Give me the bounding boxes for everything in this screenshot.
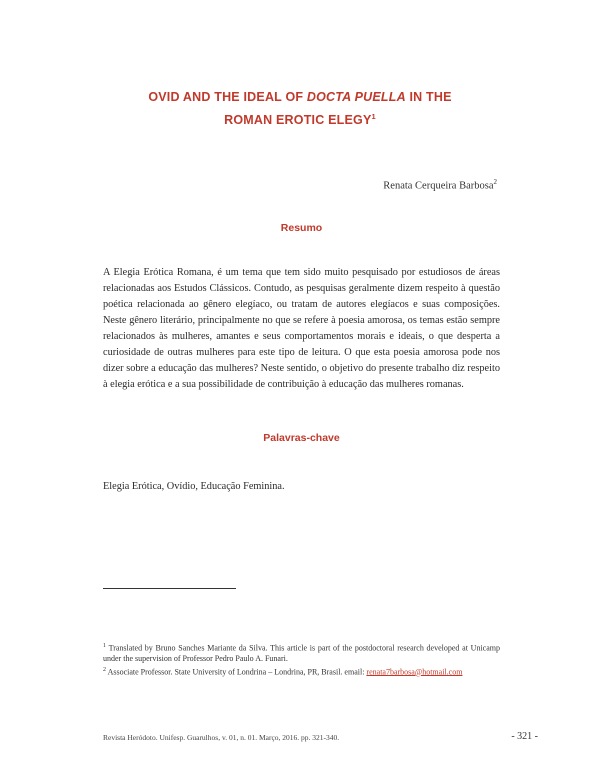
author-email-link[interactable]: renata7barbosa@hotmail.com	[366, 667, 463, 677]
title-line-2-text: ROMAN EROTIC ELEGY	[224, 113, 372, 128]
footnotes	[103, 641, 500, 678]
footnote-1	[103, 641, 500, 665]
title-footnote-mark: 1	[371, 112, 376, 121]
footnote-1-mark: 1	[103, 643, 106, 649]
title-suffix: IN THE	[405, 90, 452, 104]
footnote-divider	[103, 588, 236, 589]
footnote-2-text: Associate Professor. State University of Londrina – Londrina, PR, Brasil. email:	[107, 667, 365, 677]
abstract-heading: Resumo	[280, 222, 323, 234]
title-line-2	[60, 112, 540, 127]
footnote-2	[103, 665, 500, 678]
author-footnote-mark: 2	[493, 178, 497, 186]
title-italic: DOCTA PUELLA	[306, 90, 406, 104]
title-line-1	[60, 90, 540, 104]
author-line	[383, 178, 497, 192]
footnote-1-text: Translated by Bruno Sanches Mariante da Silva. This article is part of the postdoctoral research developed at Unicamp under the supervision of Professor Pedro Paulo A. Funari.	[103, 643, 500, 664]
author-name: Renata Cerqueira Barbosa	[383, 180, 494, 192]
running-footer: Revista Heródoto. Unifesp. Guarulhos, v. 01, n. 01. Março, 2016. pp. 321-340.	[103, 733, 340, 742]
page-number: - 321 -	[511, 731, 538, 742]
title-prefix: OVID AND THE IDEAL OF	[148, 90, 307, 104]
keywords-text: Elegia Erótica, Ovídio, Educação Feminina.	[103, 481, 285, 492]
abstract-text: A Elegia Erótica Romana, é um tema que tem sido muito pesquisado por estudiosos de áreas relacionadas aos Estudos Clássicos. Contudo, as pesquisas geralmente dizem respeito à questão poética relacionada ao gênero elegíaco, ou tratam de autores elegíacos e suas composições. Neste gênero literário, principalmente no que se refere à poesia amorosa, os temas estão sempre relacionados às mulheres, amantes e seus comportamentos morais e ideais, o que desperta a curiosidade de outras mulheres para este tipo de leitura. O que esta poesia amorosa pode nos dizer sobre a educação das mulheres? Neste sentido, o objetivo do presente trabalho diz respeito à elegia erótica e a sua possibilidade de contribuição à educação das mulheres romanas.	[103, 267, 500, 390]
footnote-2-mark: 2	[103, 666, 106, 673]
keywords-heading: Palavras-chave	[263, 432, 340, 444]
